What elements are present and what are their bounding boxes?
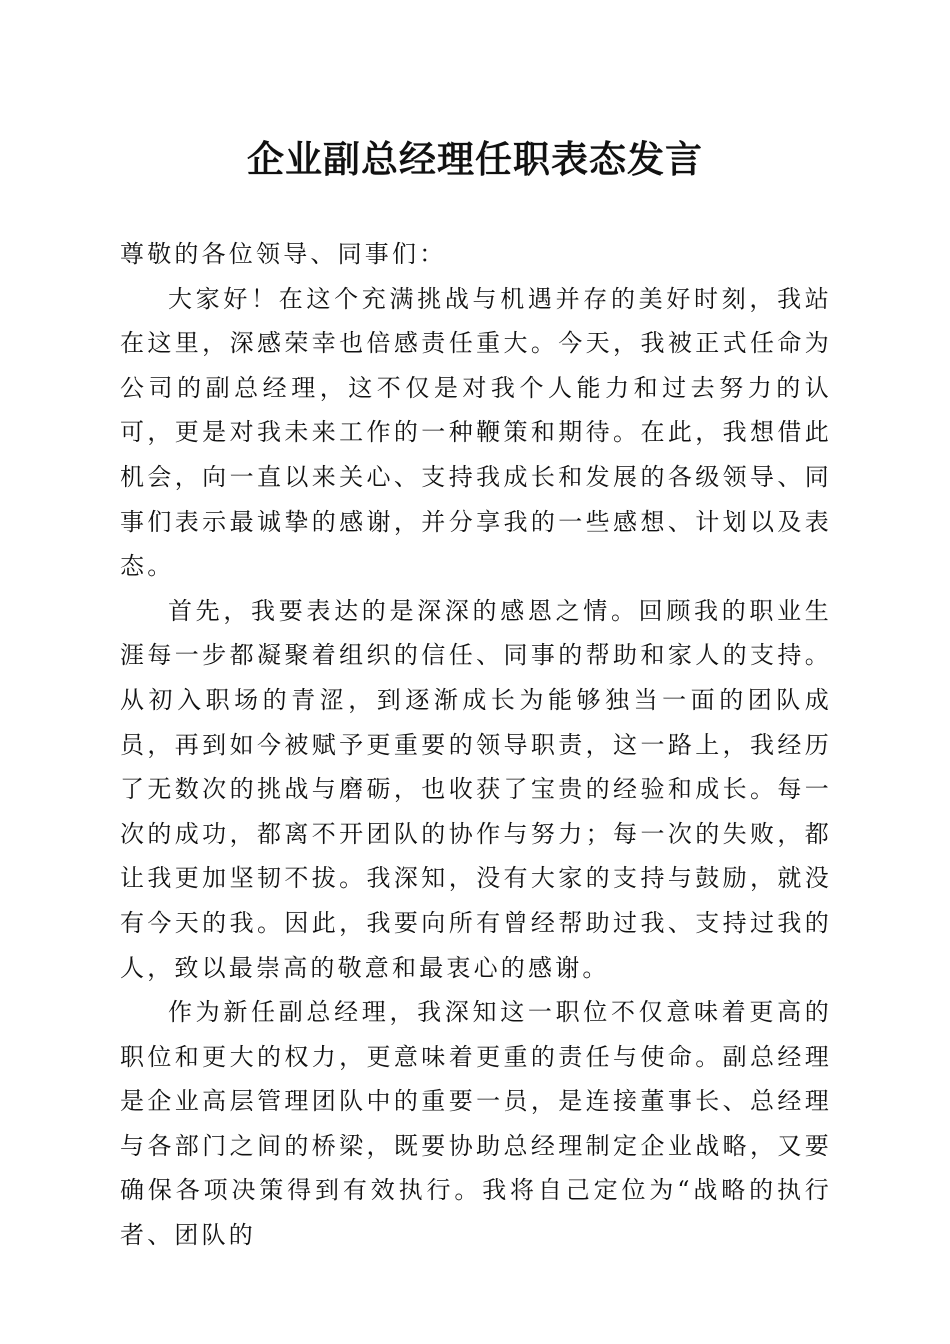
paragraph-responsibility: 作为新任副总经理，我深知这一职位不仅意味着更高的职位和更大的权力，更意味着更重的责任与使命。副总经理是企业高层管理团队中的重要一员，是连接董事长、总经理与各部门之间的桥梁，既要协助总经理制定企业战略，又要确保各项决策得到有效执行。我将自己定位为“战略的执行者、团队的 bbox=[120, 998, 832, 1250]
paragraph-thanks: 首先，我要表达的是深深的感恩之情。回顾我的职业生涯每一步都凝聚着组织的信任、同事的帮助和家人的支持。从初入职场的青涩，到逐渐成长为能够独当一面的团队成员，再到如今被赋予更重要的领导职责，这一路上，我经历了无数次的挑战与磨砺，也收获了宝贵的经验和成长。每一次的成功，都离不开团队的协作与努力；每一次的失败，都让我更加坚韧不拔。我深知，没有大家的支持与鼓励，就没有今天的我。因此，我要向所有曾经帮助过我、支持过我的人，致以最崇高的敬意和最衷心的感谢。 bbox=[120, 596, 832, 982]
document-body bbox=[120, 232, 832, 1258]
salutation: 尊敬的各位领导、同事们： bbox=[120, 240, 447, 268]
document-title: 企业副总经理任职表态发言 bbox=[247, 137, 703, 181]
paragraph-gratitude-intro: 大家好！在这个充满挑战与机遇并存的美好时刻，我站在这里，深感荣幸也倍感责任重大。今天，我被正式任命为公司的副总经理，这不仅是对我个人能力和过去努力的认可，更是对我未来工作的一种鞭策和期待。在此，我想借此机会，向一直以来关心、支持我成长和发展的各级领导、同事们表示最诚挚的感谢，并分享我的一些感想、计划以及表态。 bbox=[120, 284, 832, 581]
